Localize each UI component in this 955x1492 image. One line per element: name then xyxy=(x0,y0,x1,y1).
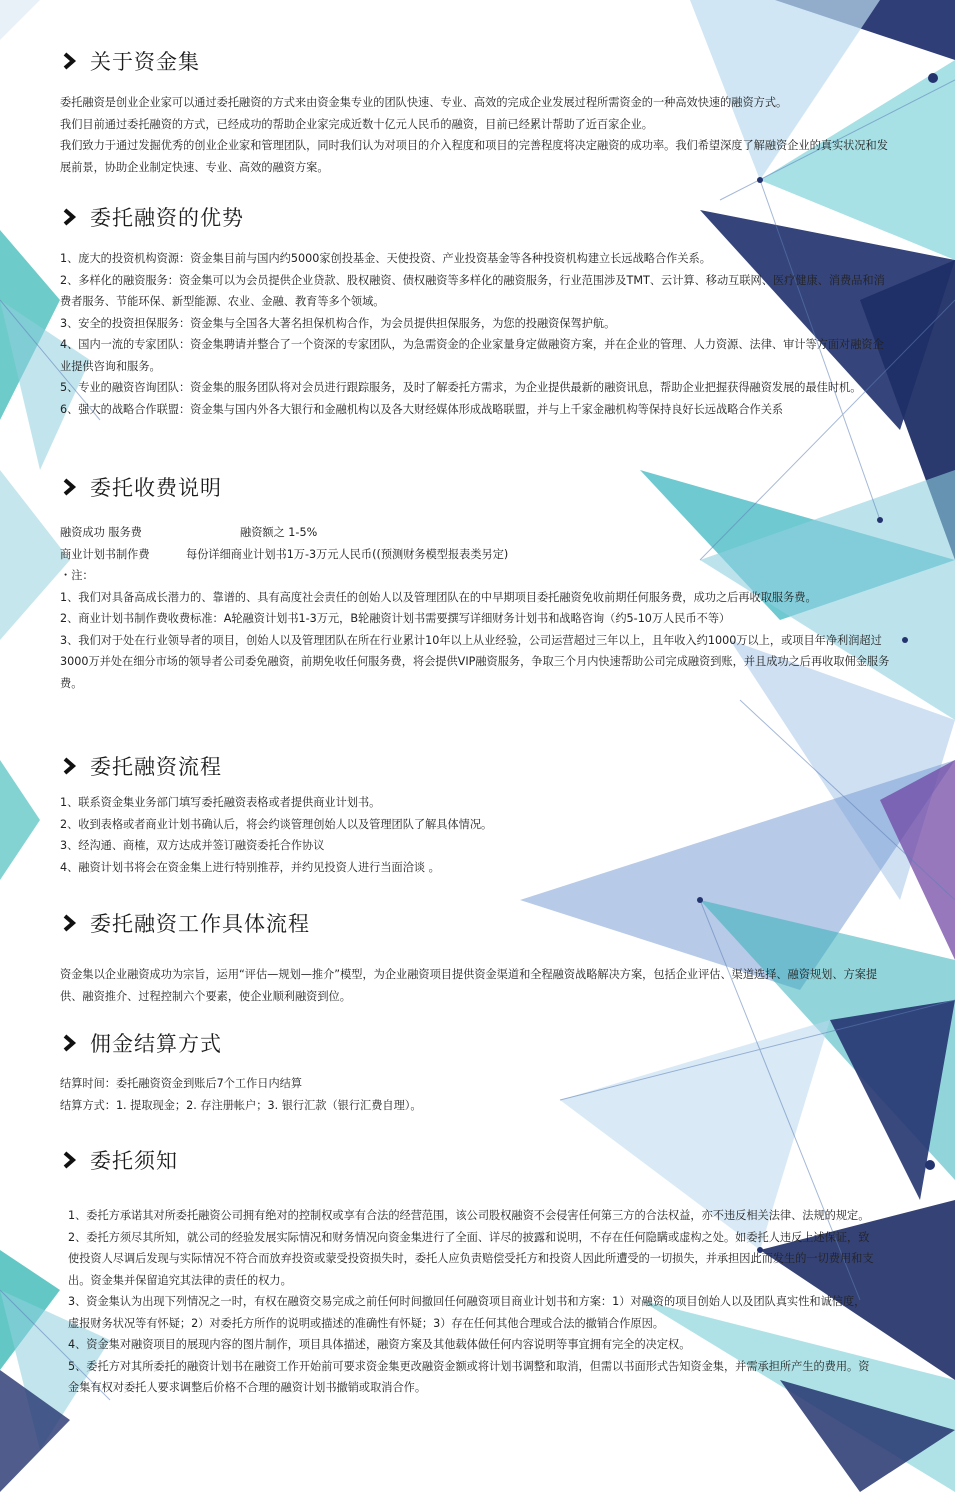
section-notice-heading xyxy=(62,1145,178,1175)
list-item: 1、委托方承诺其对所委托融资公司拥有绝对的控制权或享有合法的经营范围，该公司股权融资不会侵害任何第三方的合法权益，亦不违反相关法律、法规的规定。 xyxy=(68,1209,870,1222)
advantages-list xyxy=(60,248,890,420)
list-item: 2、收到表格或者商业计划书确认后，将会约谈管理创始人以及管理团队了解具体情况。 xyxy=(60,817,493,831)
list-item: 5、委托方对其所委托的融资计划书在融资工作开始前可要求资金集更改融资金额或将计划书调整和取消，但需以书面形式告知资金集，并需承担所产生的费用。资金集有权对委托人要求调整后价格不合理的融资计划书撤销或取消合作。 xyxy=(68,1359,870,1394)
fee-label: 商业计划书制作费 xyxy=(60,547,150,561)
list-item: 3、经沟通、商榷，双方达成并签订融资委托合作协议 xyxy=(60,839,325,852)
list-item: 4、资金集对融资项目的展现内容的图片制作，项目具体描述，融资方案及其他载体做任何内容说明等事宜拥有完全的决定权。 xyxy=(68,1338,691,1351)
fee-value: 融资额之 1-5% xyxy=(240,526,318,539)
list-item: 6、强大的战略合作联盟：资金集与国内外各大银行和金融机构以及各大财经媒体形成战略联盟，并与上千家金融机构等保持良好长远战略合作关系 xyxy=(60,402,784,416)
list-item: 1、庞大的投资机构资源：资金集目前与国内约5000家创投基金、天使投资、产业投资基金等各种投资机构建立长远战略合作关系。 xyxy=(60,252,711,265)
note-item: 1、我们对具备高成长潜力的、靠谱的、具有高度社会责任的创始人以及管理团队在的中早期项目委托融资免收前期任何服务费，成功之后再收取服务费。 xyxy=(60,590,817,604)
about-line: 我们致力于通过发掘优秀的创业企业家和管理团队，同时我们认为对项目的介入程度和项目的完善程度将决定融资的成功率。我们希望深度了解融资企业的真实状况和发展前景，协助企业制定快速、专业、高效的融资方案。 xyxy=(60,139,888,174)
section-title-text: 委托融资的优势 xyxy=(90,206,244,230)
chevron-right-icon xyxy=(62,1034,82,1052)
section-about-heading xyxy=(62,46,200,76)
chevron-right-icon xyxy=(62,914,82,932)
chevron-right-icon xyxy=(62,208,82,226)
section-title-text: 委托融资工作具体流程 xyxy=(90,912,310,936)
list-item: 3、安全的投资担保服务：资金集与全国各大著名担保机构合作，为会员提供担保服务，为您的投融资保驾护航。 xyxy=(60,316,616,330)
section-fees-heading xyxy=(62,472,222,502)
chevron-right-icon xyxy=(62,757,82,775)
section-title-text: 佣金结算方式 xyxy=(90,1032,222,1056)
fee-value: 每份详细商业计划书1万-3万元人民币((预测财务模型报表类另定) xyxy=(186,547,509,561)
section-title-text: 委托收费说明 xyxy=(90,476,222,500)
chevron-right-icon xyxy=(62,1151,82,1169)
commission-block xyxy=(60,1073,890,1116)
chevron-right-icon xyxy=(62,52,82,70)
list-item: 4、国内一流的专家团队：资金集聘请并整合了一个资深的专家团队，为急需资金的企业家量身定做融资方案，并在企业的管理、人力资源、法律、审计等方面对融资企业提供咨询和服务。 xyxy=(60,338,884,373)
fee-label: 融资成功 服务费 xyxy=(60,526,142,539)
section-title-text: 委托须知 xyxy=(90,1149,178,1173)
notice-list xyxy=(68,1205,876,1399)
workflow-text xyxy=(60,964,890,1007)
commission-method: 结算方式：1. 提取现金；2. 存注册帐户；3. 银行汇款（银行汇费自理）。 xyxy=(60,1098,422,1112)
note-item: 2、商业计划书制作费收费标准：A轮融资计划书1-3万元，B轮融资计划书需要撰写详细财务计划书和战略咨询（约5-10万人民币不等） xyxy=(60,612,731,625)
about-text xyxy=(60,92,890,178)
list-item: 3、资金集认为出现下列情况之一时，有权在融资交易完成之前任何时间撤回任何融资项目商业计划书和方案：1）对融资的项目创始人以及团队真实性和诚信度，虚报财务状况等有怀疑；2）对委托方所作的说明或描述的准确性有怀疑；3）存在任何其他合理或合法的撤销合作原因。 xyxy=(68,1295,866,1330)
about-line: 委托融资是创业企业家可以通过委托融资的方式来由资金集专业的团队快速、专业、高效的完成企业发展过程所需资金的一种高效快速的融资方式。 xyxy=(60,96,788,109)
list-item: 5、专业的融资咨询团队：资金集的服务团队将对会员进行跟踪服务，及时了解委托方需求，为企业提供最新的融资讯息，帮助企业把握获得融资发展的最佳时机。 xyxy=(60,381,862,394)
section-workflow-heading xyxy=(62,908,310,938)
about-line: 我们目前通过委托融资的方式，已经成功的帮助企业家完成近数十亿元人民币的融资，目前已经累计帮助了近百家企业。 xyxy=(60,117,653,131)
list-item: 2、多样化的融资服务：资金集可以为会员提供企业贷款、股权融资、债权融资等多样化的融资服务，行业范围涉及TMT、云计算、移动互联网、医疗健康、消费品和消费者服务、节能环保、新型能源、农业、金融、教育等多个领域。 xyxy=(60,273,885,308)
chevron-right-icon xyxy=(62,478,82,496)
list-item: 1、联系资金集业务部门填写委托融资表格或者提供商业计划书。 xyxy=(60,796,381,809)
note-heading: ・注： xyxy=(60,569,94,582)
fee-row xyxy=(60,544,890,566)
list-item: 4、融资计划书将会在资金集上进行特别推荐，并约见投资人进行当面洽谈 。 xyxy=(60,860,440,874)
section-title-text: 关于资金集 xyxy=(90,50,200,74)
workflow-paragraph: 资金集以企业融资成功为宗旨，运用“评估—规划—推介”模型，为企业融资项目提供资金渠道和全程融资战略解决方案，包括企业评估、渠道选择、融资规划、方案提供、融资推介、过程控制六个要素，使企业顺利融资到位。 xyxy=(60,968,878,1003)
fees-block xyxy=(60,522,890,694)
process-list xyxy=(60,792,890,878)
note-item: 3、我们对于处在行业领导者的项目，创始人以及管理团队在所在行业累计10年以上从业经验，公司运营超过三年以上，且年收入约1000万以上，或项目年净利润超过3000万并处在细分市场的领导者公司委免融资，前期免收任何服务费，将会提供VIP融资服务，争取三个月内快速帮助公司完成融资到账，并且成功之后再收取佣金服务费。 xyxy=(60,633,890,690)
section-advantages-heading xyxy=(62,202,244,232)
section-title-text: 委托融资流程 xyxy=(90,755,222,779)
list-item: 2、委托方须尽其所知，就公司的经验发展实际情况和财务情况向资金集进行了全面、详尽的披露和说明，不存在任何隐瞒或虚构之处。如委托人违反上述保证，致使投资人尽调后发现与实际情况不符合而放弃投资或蒙受投资损失时，委托人应负责赔偿受托方和投资人因此所遭受的一切损失，并承担因此而发生的一切费用和支出。资金集并保留追究其法律的责任的权力。 xyxy=(68,1230,874,1287)
fee-row xyxy=(60,522,890,544)
section-process-heading xyxy=(62,751,222,781)
section-commission-heading xyxy=(62,1028,222,1058)
commission-time: 结算时间：委托融资资金到账后7个工作日内结算 xyxy=(60,1077,303,1090)
